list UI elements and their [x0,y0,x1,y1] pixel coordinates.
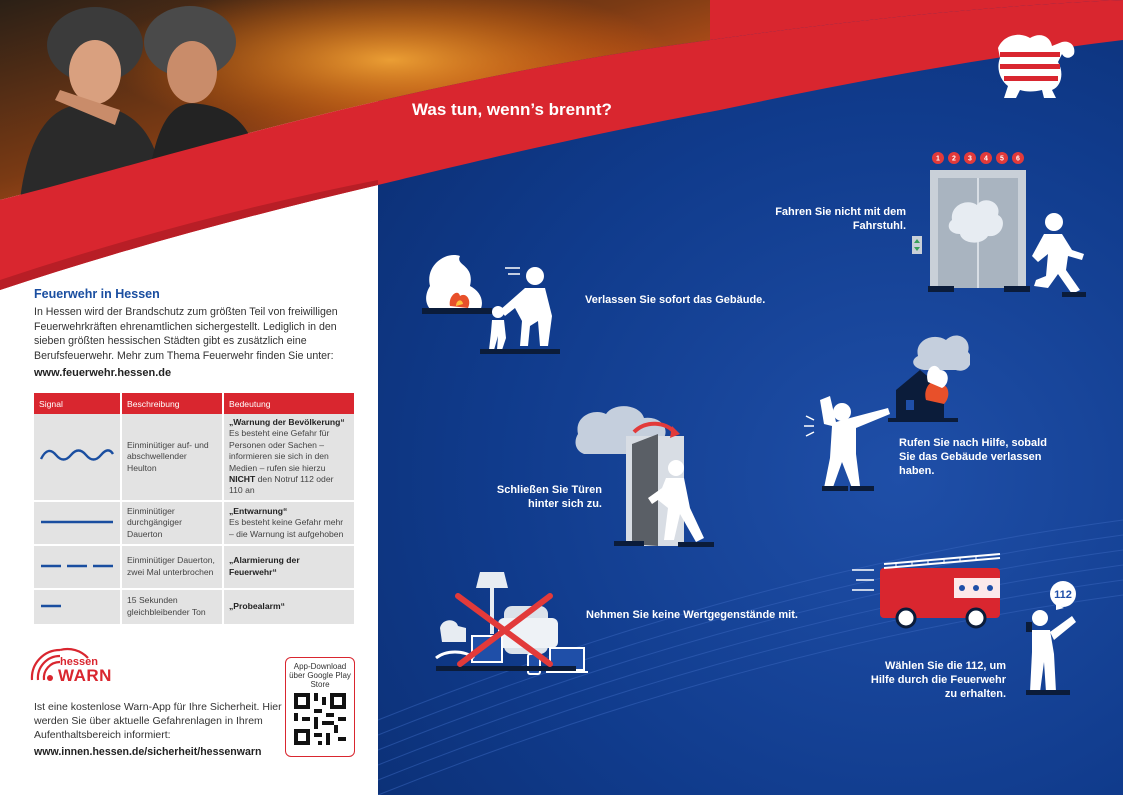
wave-signal-icon [39,448,115,462]
hessen-lion-icon [990,28,1082,100]
col-signal: Signal [34,393,121,414]
signal-table [34,393,356,626]
tip-elevator-caption: Fahren Sie nicht mit dem Fahrstuhl. [775,206,906,232]
floor-3: 3 [968,155,972,163]
signal-wave-cell [34,414,121,501]
tip-help-caption: Rufen Sie nach Hilfe, sobald Sie das Gebäude verlassen haben. [899,437,1047,477]
floor-2: 2 [952,155,956,163]
meaning-text-end: den Notruf 112 oder 110 an [229,474,334,496]
description-cell: 15 Sekunden gleichbleibender Ton [121,589,223,625]
description-cell: Einminütiger Dauerton, zwei Mal unterbrochen [121,545,223,589]
description-cell: Einminütiger durchgängiger Dauerton [121,501,223,545]
table-header-row [34,393,355,414]
close-door-illustration [574,404,719,554]
meaning-cell [223,501,355,545]
app-download-box[interactable] [285,657,355,757]
dashed-signal-icon [39,563,115,569]
hessenwarn-logo [30,640,130,695]
tip-valuables-caption: Nehmen Sie keine Wertgegenstände mit. [586,609,798,621]
logo-bottom-text: WARN [58,666,112,685]
elevator-buttons-icon [912,236,922,254]
elevator-illustration [922,150,1092,300]
table-row [34,545,355,589]
col-meaning: Bedeutung [223,393,355,414]
description-cell: Einminütiger auf- und abschwellender Heulton [121,414,223,501]
leave-building-illustration [420,246,570,356]
valuables-illustration [432,566,592,681]
continuous-signal-icon [39,519,115,525]
table-row [34,414,355,501]
intro-text: In Hessen wird der Brandschutz zum größten Teil von freiwilligen Feuerwehrkräften ehrenamtlichen sichergestellt. Lediglich in den sieben größten hessischen Städten gibt es zusätzlich eine Berufsfeuerwehr. Mehr zum Thema Feuerwehr finden Sie unter: [34,306,338,362]
meaning-cell [223,414,355,501]
col-description: Beschreibung [121,393,223,414]
tip-doors-caption: Schließen Sie Türen hinter sich zu. [496,484,602,510]
meaning-title: „Alarmierung der Feuerwehr“ [229,555,300,577]
page-title: Was tun, wenn’s brennt? [412,100,612,119]
app-download-label: App-Download über Google Play Store [289,662,351,689]
meaning-title: „Warnung der Bevölkerung“ [229,417,345,427]
feuerwehr-link[interactable]: www.feuerwehr.hessen.de [34,367,172,379]
floor-4: 4 [984,155,988,163]
meaning-cell [223,545,355,589]
signal-continuous-cell [34,501,121,545]
short-signal-icon [39,603,115,609]
meaning-cell [223,589,355,625]
meaning-title: „Entwarnung“ [229,505,288,516]
tip-leave-caption: Verlassen Sie sofort das Gebäude. [585,294,766,306]
floor-6: 6 [1016,155,1020,163]
floor-5: 5 [1000,155,1004,163]
meaning-title: „Probealarm“ [229,601,285,612]
signal-short-cell [34,589,121,625]
meaning-text: Es besteht keine Gefahr mehr – die Warnung ist aufgehoben [229,517,344,539]
meaning-text: Es besteht eine Gefahr für Personen oder Sachen – informieren sie sich in den Medien – rufen sie hierzu [229,428,330,473]
section-title: Feuerwehr in Hessen [34,287,160,301]
left-column [0,0,378,795]
table-row [34,501,355,545]
signal-dashed-cell [34,545,121,589]
meaning-bold: NICHT [229,474,256,485]
floor-indicators [932,152,1024,164]
hessenwarn-link[interactable]: www.innen.hessen.de/sicherheit/hessenwarn [34,746,262,758]
table-row [34,589,355,625]
phone-bubble-text: 112 [1054,589,1072,601]
qr-code-icon[interactable] [294,693,346,745]
logo-top-text: hessen [60,656,98,668]
hessenwarn-text: Ist eine kostenlose Warn-App für Ihre Sicherheit. Hier werden Sie über aktuelle Gefahrenlagen in Ihrem Aufenthaltsbereich informiert: [34,701,282,741]
tip-call-caption: Wählen Sie die 112, um Hilfe durch die Feuerwehr zu erhalten. [870,660,1006,700]
floor-1: 1 [936,155,940,163]
